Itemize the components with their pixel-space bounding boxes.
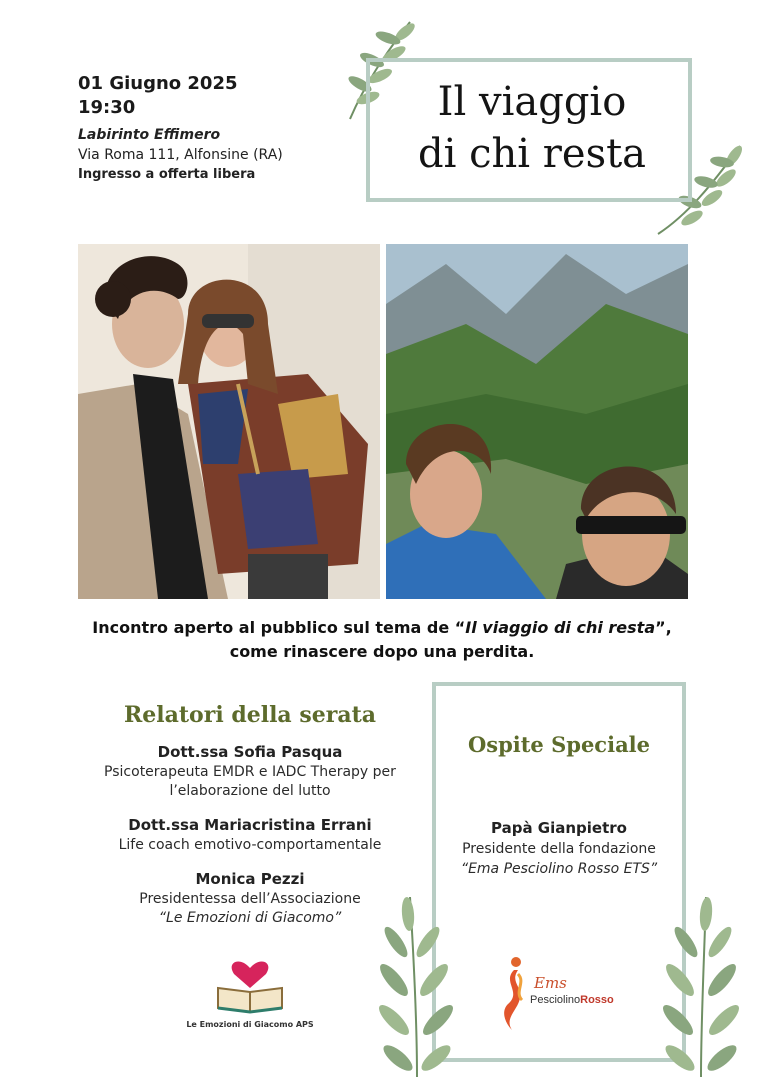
speaker-role: l’elaborazione del lutto — [169, 783, 331, 799]
logo-ems-name-regular: Pesciolino — [530, 994, 581, 1006]
event-date: 01 Giugno 2025 — [78, 73, 238, 94]
logo-ems-caption — [530, 994, 614, 1006]
guest-name: Papà Gianpietro — [491, 819, 627, 837]
leaf-branch-bottom-right-icon — [656, 892, 746, 1077]
logo-ems-name-bold: Rosso — [580, 994, 614, 1006]
logo-emozioni-di-giacomo — [180, 958, 320, 1029]
leaf-branch-bottom-left-icon — [372, 892, 462, 1077]
event-time: 19:30 — [78, 97, 136, 118]
event-entry: Ingresso a offerta libera — [78, 167, 256, 182]
speaker-item — [80, 815, 420, 855]
speaker-association: “Le Emozioni di Giacomo” — [158, 910, 342, 926]
logo-ems-script: Ems — [534, 974, 567, 992]
speakers-section — [80, 702, 420, 942]
intro-text — [40, 616, 724, 664]
photo-couple — [78, 244, 380, 599]
guest-foundation: “Ema Pesciolino Rosso ETS” — [460, 861, 658, 877]
intro-line-1 — [40, 616, 724, 640]
special-guest — [436, 818, 682, 879]
guest-role: Presidente della fondazione — [462, 841, 656, 857]
flame-figure-icon — [496, 952, 530, 1032]
heart-book-icon — [210, 958, 290, 1014]
intro-suffix: ”, — [655, 618, 672, 637]
speaker-item — [80, 869, 420, 928]
speaker-name: Dott.ssa Sofia Pasqua — [157, 743, 343, 761]
intro-line-2: come rinascere dopo una perdita. — [229, 642, 535, 661]
speaker-role: Presidentessa dell’Associazione — [139, 891, 361, 907]
intro-theme: Il viaggio di chi resta — [465, 618, 656, 637]
speaker-role: Life coach emotivo-comportamentale — [118, 837, 382, 853]
special-guest-heading: Ospite Speciale — [467, 732, 651, 757]
event-venue: Labirinto Effimero — [78, 127, 221, 143]
speaker-item — [80, 742, 420, 801]
speakers-heading: Relatori della serata — [124, 702, 376, 728]
title-line-1: Il viaggio — [437, 79, 627, 125]
logo-ems-pesciolino-rosso — [496, 952, 626, 1032]
page-title — [380, 76, 684, 180]
title-line-2: di chi resta — [417, 131, 647, 177]
photo-mountain-selfie — [386, 244, 688, 599]
intro-prefix: Incontro aperto al pubblico sul tema de “ — [92, 618, 466, 637]
logo-emozioni-caption: Le Emozioni di Giacomo APS — [186, 1020, 314, 1029]
speaker-name: Dott.ssa Mariacristina Errani — [128, 816, 372, 834]
speaker-role: Psicoterapeuta EMDR e IADC Therapy per — [104, 764, 396, 780]
event-address: Via Roma 111, Alfonsine (RA) — [78, 147, 283, 163]
speaker-name: Monica Pezzi — [195, 870, 305, 888]
event-info — [78, 72, 368, 184]
